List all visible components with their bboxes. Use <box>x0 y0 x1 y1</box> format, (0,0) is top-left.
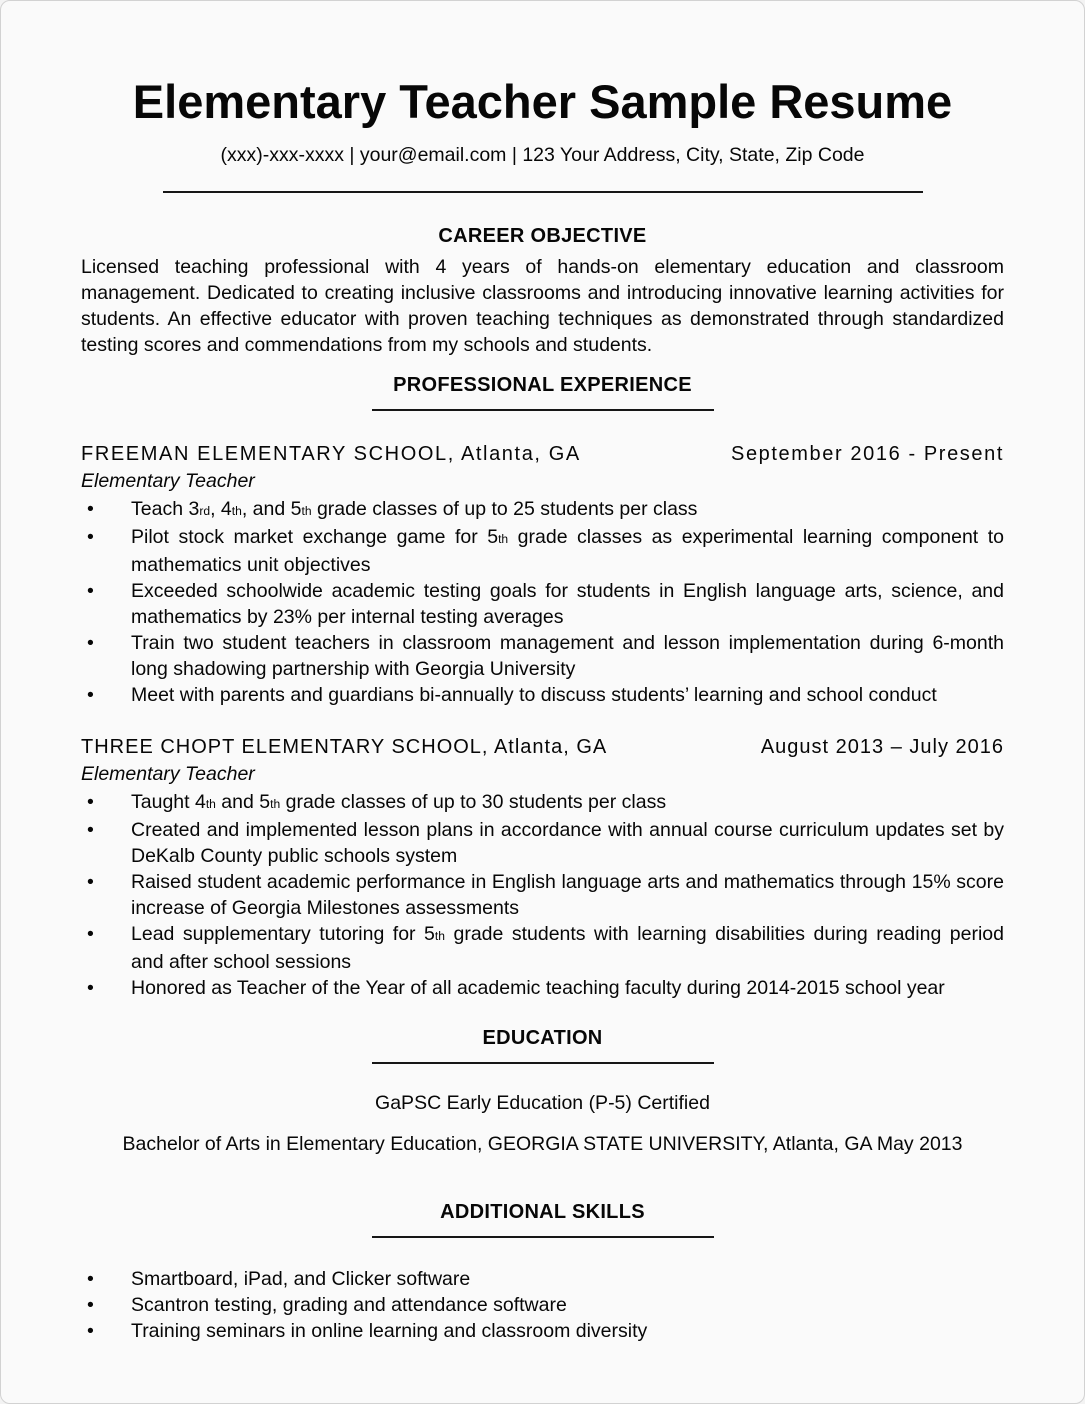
education-heading: EDUCATION <box>482 1027 603 1049</box>
bullet-item: • Train two student teachers in classroom management and lesson implementation during 6-month long shadowing partnership with Georgia University <box>81 630 1004 682</box>
bullet-item: • Scantron testing, grading and attendance software <box>81 1292 1004 1318</box>
skills-bullet-list <box>81 1266 1004 1344</box>
section-career-objective <box>81 225 1004 358</box>
job-bullet-list <box>81 789 1004 1001</box>
bullet-item: • Taught 4th and 5th grade classes of up to 30 students per class <box>81 789 1004 817</box>
bullet-item: • Exceeded schoolwide academic testing goals for students in English language arts, science, and mathematics by 23% per internal testing averages <box>81 578 1004 630</box>
bullet-item: • Honored as Teacher of the Year of all academic teaching faculty during 2014-2015 school year <box>81 975 1004 1001</box>
professional-experience-heading: PROFESSIONAL EXPERIENCE <box>393 374 692 396</box>
bullet-item: • Pilot stock market exchange game for 5th grade classes as experimental learning component to mathematics unit objectives <box>81 524 1004 578</box>
resume-header <box>81 75 1004 193</box>
additional-skills-underline <box>372 1236 714 1238</box>
professional-experience-underline <box>372 409 714 411</box>
job-three-chopt-elementary <box>81 734 1004 1001</box>
contact-line: (xxx)-xxx-xxxx | your@email.com | 123 Your Address, City, State, Zip Code <box>220 144 865 166</box>
employment-dates: September 2016 - Present <box>731 443 1004 465</box>
bullet-item: • Lead supplementary tutoring for 5th grade students with learning disabilities during reading period and after school sessions <box>81 921 1004 975</box>
education-certification: GaPSC Early Education (P-5) Certified <box>375 1092 710 1114</box>
section-education <box>81 1027 1004 1157</box>
bullet-item: • Created and implemented lesson plans in accordance with annual course curriculum updates set by DeKalb County public schools system <box>81 817 1004 869</box>
career-objective-text: Licensed teaching professional with 4 years of hands-on elementary education and classroom management. Dedicated to creating inclusive classrooms and introducing innovative learning activities for students. An effective educator with proven teaching techniques as demonstrated through standardized testing scores and commendations from my schools and students. <box>81 256 1004 356</box>
job-header <box>81 441 1004 467</box>
section-professional-experience <box>81 374 1004 1001</box>
job-freeman-elementary <box>81 441 1004 708</box>
job-header <box>81 734 1004 760</box>
page-title: Elementary Teacher Sample Resume <box>132 75 953 128</box>
employer-name: THREE CHOPT ELEMENTARY SCHOOL, Atlanta, GA <box>81 736 608 758</box>
additional-skills-heading: ADDITIONAL SKILLS <box>440 1201 645 1223</box>
employment-dates: August 2013 – July 2016 <box>760 736 1004 758</box>
bullet-item: • Smartboard, iPad, and Clicker software <box>81 1266 1004 1292</box>
bullet-item: • Teach 3rd, 4th, and 5th grade classes of up to 25 students per class <box>81 496 1004 524</box>
bullet-item: • Training seminars in online learning and classroom diversity <box>81 1318 1004 1344</box>
education-degree: Bachelor of Arts in Elementary Education, GEORGIA STATE UNIVERSITY, Atlanta, GA May 2013 <box>122 1133 963 1155</box>
job-role: Elementary Teacher <box>81 470 255 492</box>
education-underline <box>372 1062 714 1064</box>
bullet-item: • Raised student academic performance in English language arts and mathematics through 15% score increase of Georgia Milestones assessments <box>81 869 1004 921</box>
career-objective-heading: CAREER OBJECTIVE <box>438 225 647 247</box>
section-additional-skills <box>81 1201 1004 1344</box>
bullet-item: • Meet with parents and guardians bi-annually to discuss students’ learning and school conduct <box>81 682 1004 708</box>
job-role: Elementary Teacher <box>81 763 255 785</box>
job-bullet-list <box>81 496 1004 708</box>
header-divider <box>163 191 923 193</box>
employer-name: FREEMAN ELEMENTARY SCHOOL, Atlanta, GA <box>81 443 581 465</box>
